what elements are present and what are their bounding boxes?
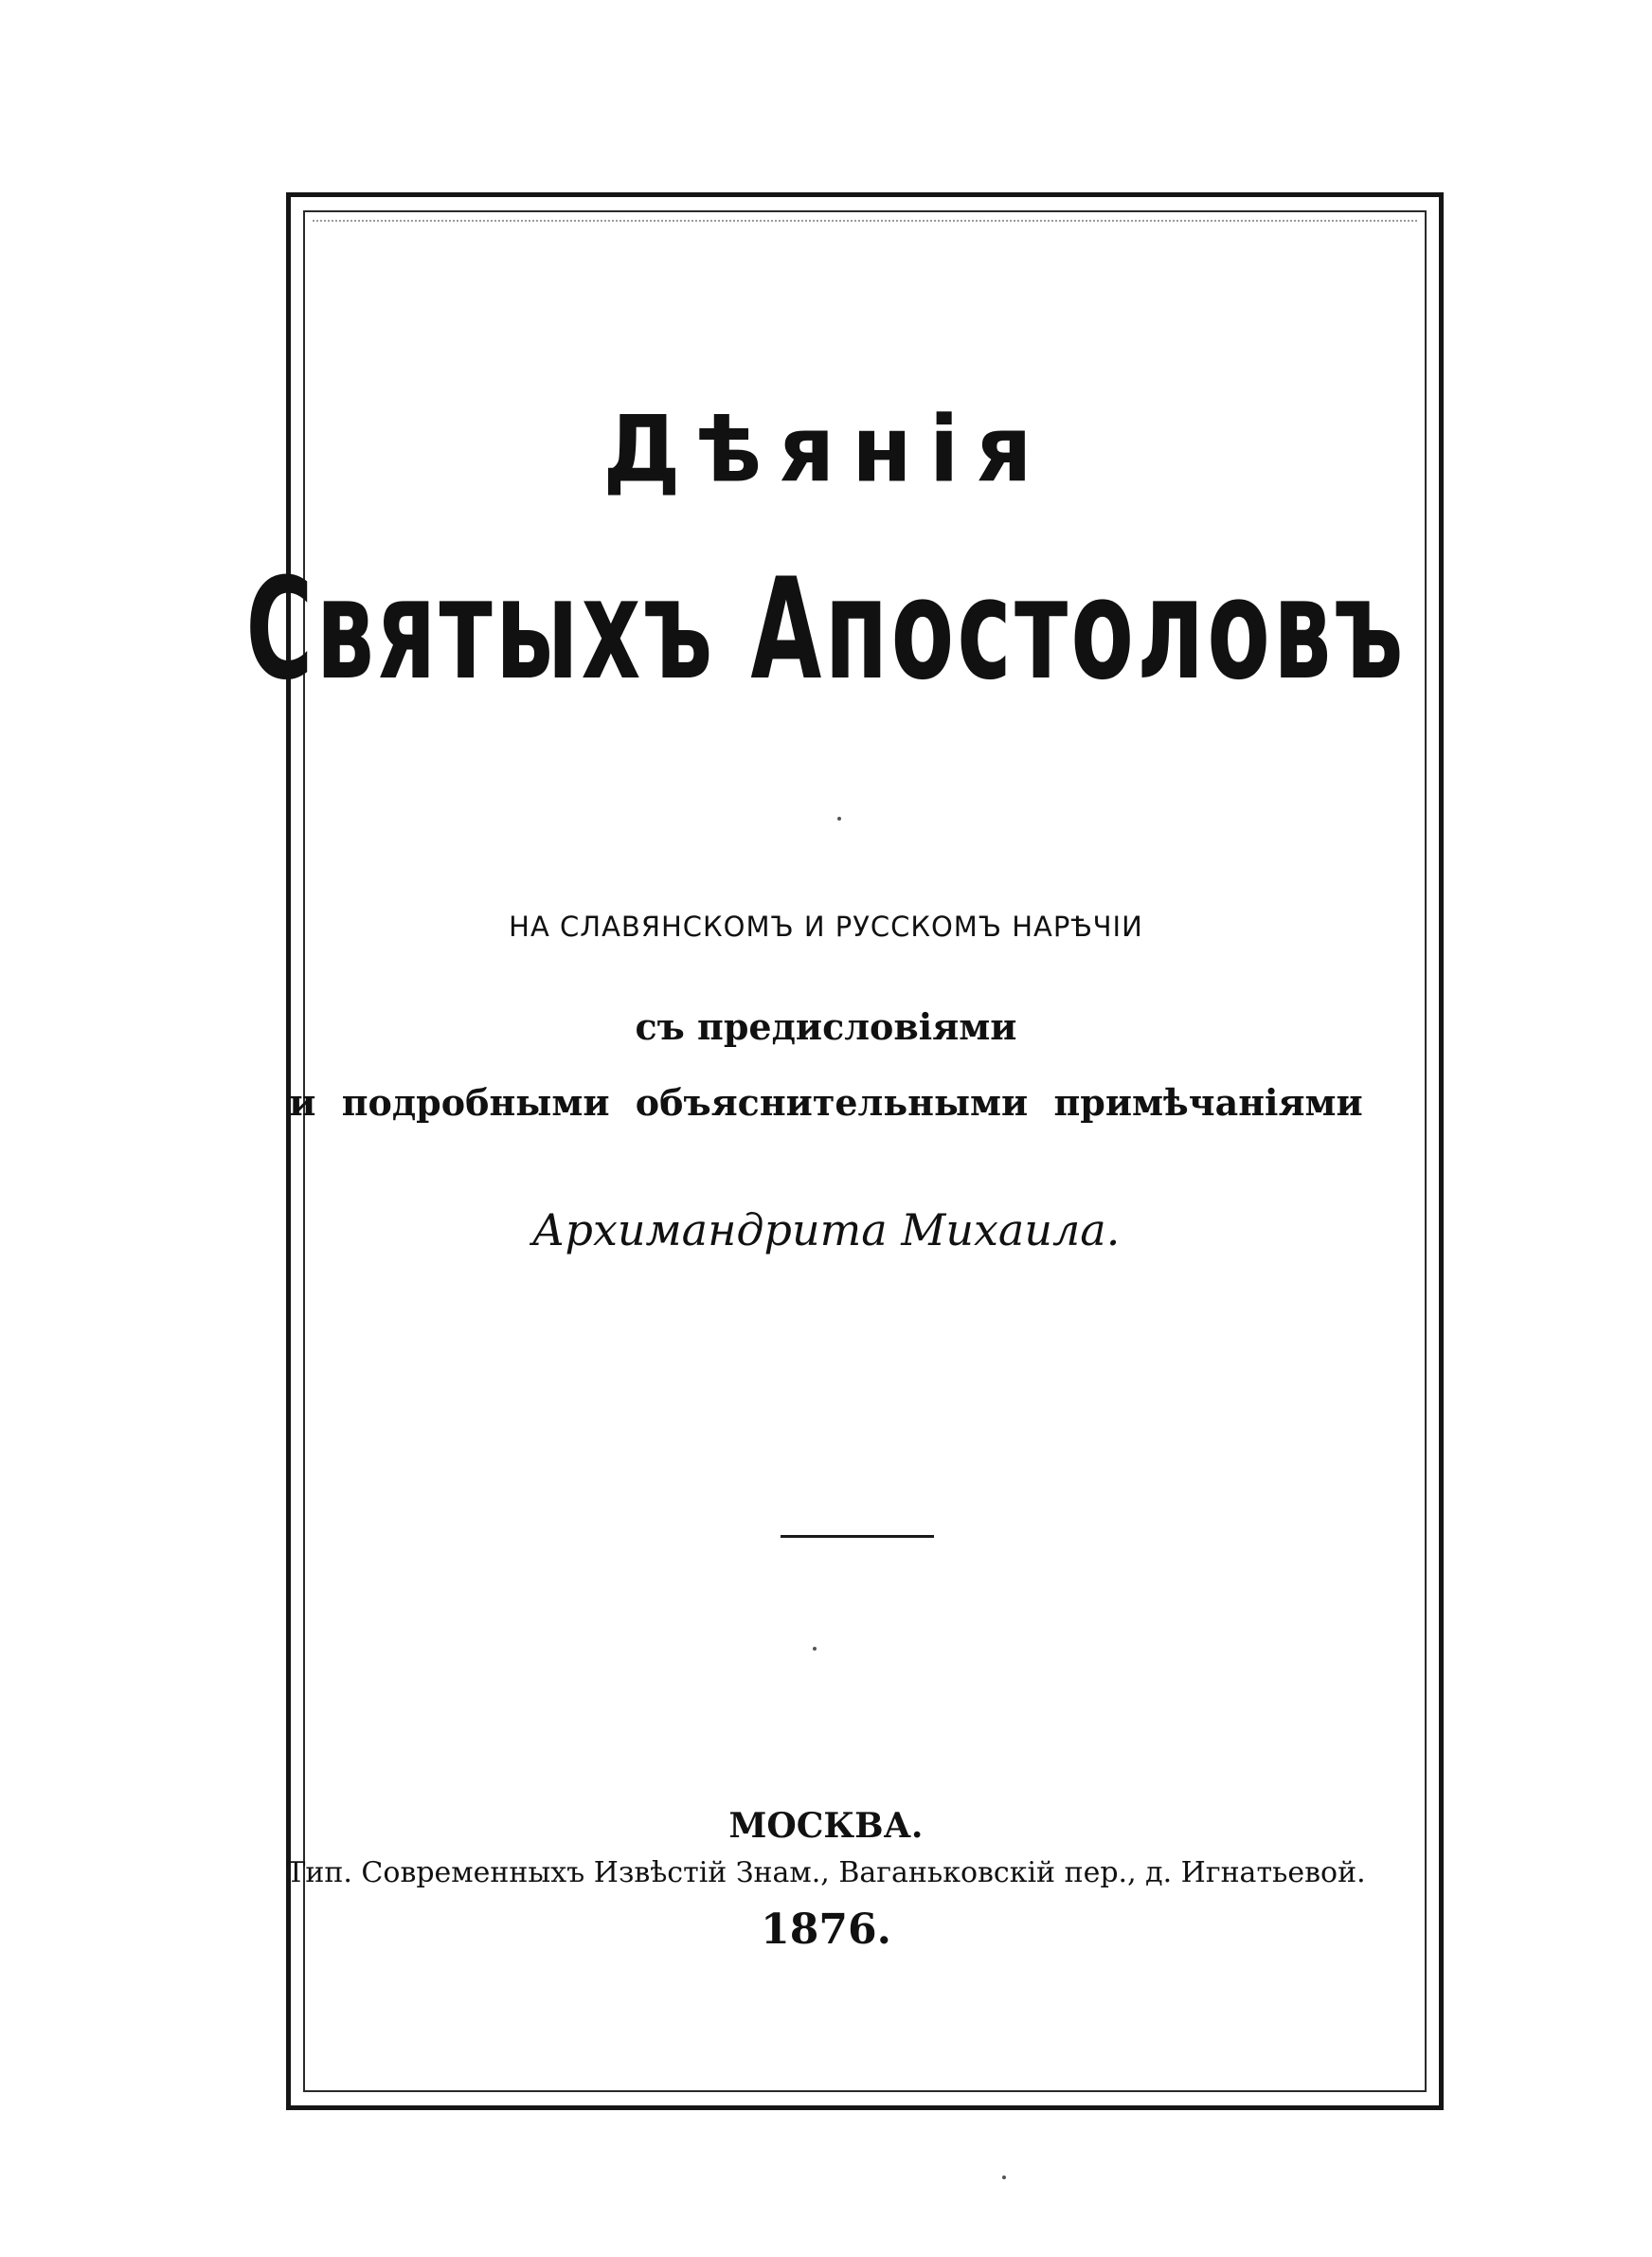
notes-line: и подробными объяснительными примѣчаніями	[289, 1081, 1363, 1124]
divider-rule	[781, 1535, 934, 1538]
author-line: Архимандрита Михаила.	[531, 1204, 1121, 1255]
print-speck	[837, 817, 841, 821]
title-line-2: Святыхъ Апостоловъ	[245, 547, 1407, 711]
imprint-year: 1876.	[761, 1905, 891, 1954]
print-speck	[813, 1647, 817, 1651]
prefaces-line: съ предисловіями	[635, 1005, 1017, 1048]
imprint-city: МОСКВА.	[728, 1806, 924, 1846]
frame-dotted-rule	[313, 220, 1417, 222]
print-speck	[1002, 2176, 1006, 2179]
title-line-1: Дѣянія	[602, 396, 1050, 503]
subtitle: НА СЛАВЯНСКОМЪ И РУССКОМЪ НАРѢЧІИ	[509, 911, 1143, 943]
imprint-press: Тип. Современныхъ Извѣстій Знам., Ваганьковскій пер., д. Игнатьевой.	[286, 1856, 1366, 1889]
